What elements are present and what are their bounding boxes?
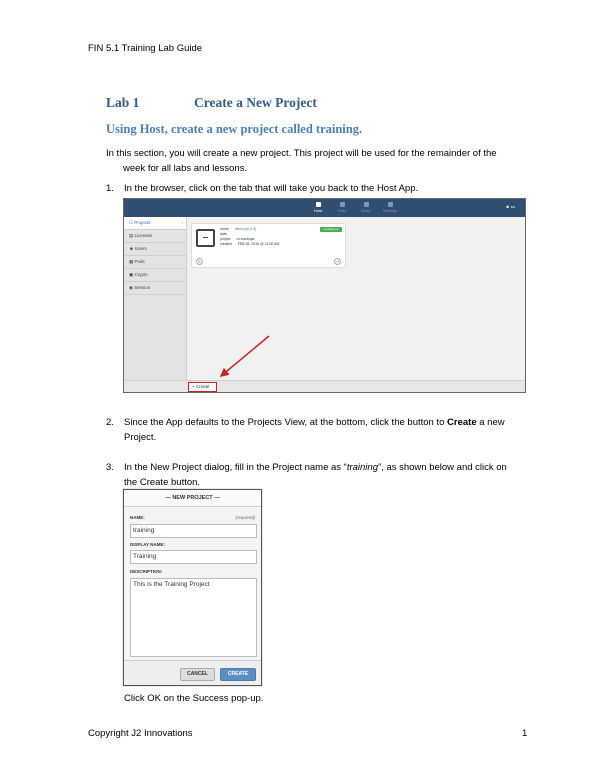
tab-host[interactable]: Host bbox=[307, 202, 329, 215]
step-text: Since the App defaults to the Projects View, at the bottom, click the button to Create a new Project. bbox=[124, 417, 505, 443]
host-icon bbox=[316, 202, 321, 207]
success-instruction: Click OK on the Success pop-up. bbox=[124, 693, 264, 704]
sidebar-item-session[interactable]: ◉ Session bbox=[124, 282, 186, 295]
step-number: 2. bbox=[106, 417, 114, 428]
description-field[interactable]: This is the Training Project bbox=[130, 578, 257, 657]
page-number: 1 bbox=[522, 728, 528, 739]
project-card[interactable] bbox=[191, 223, 346, 268]
page-header: FIN 5.1 Training Lab Guide bbox=[88, 43, 203, 54]
gear-icon bbox=[388, 202, 393, 207]
sidebar-item-crypto[interactable]: ▣ Crypto bbox=[124, 269, 186, 282]
intro-line-2: week for all labs and lessons. bbox=[123, 163, 248, 174]
dialog-footer bbox=[124, 660, 261, 685]
lab-title bbox=[106, 95, 317, 111]
status-badge: running: ok bbox=[320, 227, 342, 232]
chevron-right-icon: › bbox=[181, 220, 183, 225]
dialog-title: — NEW PROJECT — bbox=[124, 490, 261, 507]
link-icon[interactable]: ↗ bbox=[335, 259, 340, 264]
display-name-field[interactable]: Training bbox=[130, 550, 257, 564]
user-menu[interactable]: ☻ su bbox=[505, 204, 515, 209]
folio-icon bbox=[340, 202, 345, 207]
create-button[interactable]: + Create bbox=[188, 382, 217, 392]
required-note: (required) bbox=[235, 515, 255, 520]
lab-name: Create a New Project bbox=[194, 95, 317, 110]
section-title: Using Host, create a new project called training. bbox=[106, 122, 363, 136]
host-app-screenshot bbox=[123, 198, 526, 393]
copyright: Copyright J2 Innovations bbox=[88, 728, 193, 739]
sidebar-item-users[interactable]: ☻ Users bbox=[124, 243, 186, 256]
step-text: In the browser, click on the tab that will take you back to the Host App. bbox=[124, 183, 419, 194]
project-details: name demo [v0.0.0] date project no backups created FEB 05, 2018 @ 12:00 AM bbox=[220, 227, 280, 246]
sidebar-item-licenses[interactable]: ▤ Licenses bbox=[124, 230, 186, 243]
tab-folio[interactable]: Folio bbox=[331, 202, 353, 215]
create-button[interactable]: CREATE bbox=[220, 668, 256, 681]
tab-settings[interactable]: Settings bbox=[379, 202, 401, 215]
sidebar bbox=[124, 217, 187, 380]
project-box-icon bbox=[196, 229, 215, 247]
step-number: 3. bbox=[106, 462, 114, 473]
cancel-button[interactable]: CANCEL bbox=[180, 668, 215, 681]
name-label: NAME: bbox=[130, 515, 145, 520]
intro-line-1: In this section, you will create a new project. This project will be used for the remainder of the bbox=[106, 148, 497, 159]
refresh-icon[interactable]: ↻ bbox=[197, 259, 202, 264]
description-label: DESCRIPTION: bbox=[130, 569, 163, 574]
step-number: 1. bbox=[106, 183, 114, 194]
lab-number: Lab 1 bbox=[106, 95, 140, 110]
intro-paragraph bbox=[106, 146, 526, 176]
new-project-dialog bbox=[123, 489, 262, 686]
bottom-toolbar bbox=[124, 380, 525, 392]
sidebar-item-projects[interactable]: ☷ Projects › bbox=[124, 217, 186, 230]
step-text: In the New Project dialog, fill in the Project name as “training”, as shown below and click on the Create button. bbox=[124, 462, 507, 488]
sidebar-item-pods[interactable]: ▦ Pods bbox=[124, 256, 186, 269]
docs-icon bbox=[364, 202, 369, 207]
top-nav-bar bbox=[124, 199, 525, 217]
tab-docs[interactable]: Docs bbox=[355, 202, 377, 215]
name-field[interactable]: training bbox=[130, 524, 257, 538]
display-name-label: DISPLAY NAME: bbox=[130, 542, 166, 547]
